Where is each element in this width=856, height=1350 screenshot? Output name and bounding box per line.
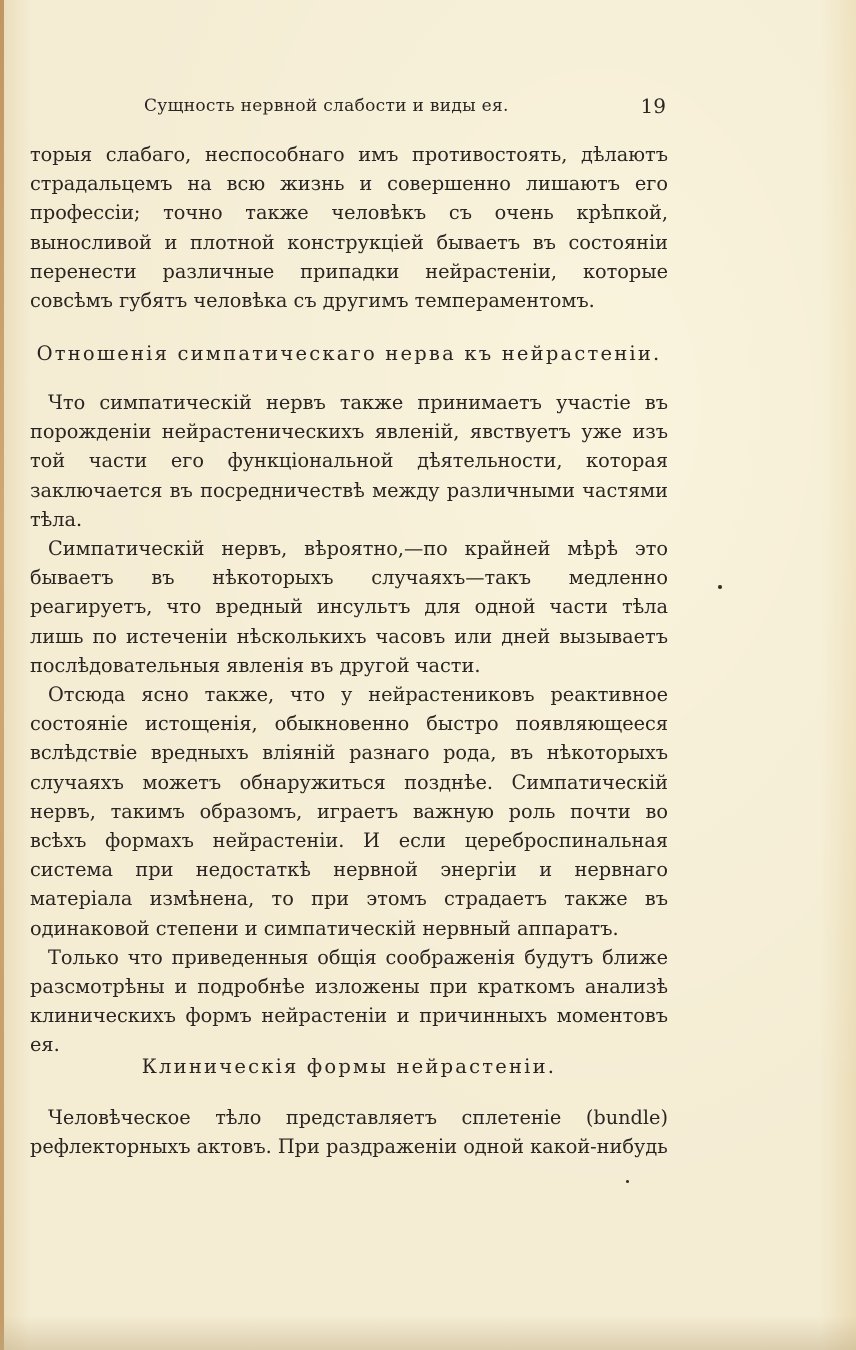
page-number: 19 [640, 94, 666, 118]
section-heading-clinical-forms: Клиническія формы нейрастеніи. [141, 1055, 557, 1078]
paragraph: Только что приведенныя общія соображенія будутъ ближе разсмотрѣны и подробнѣе изложены при краткомъ анализѣ клиническихъ формъ нейрастеніи и причинныхъ моментовъ ея. [30, 945, 668, 1057]
paragraph: Отсюда ясно также, что у нейрастениковъ реактивное состояніе истощенія, обыкновенно быстро появляющееся вслѣдствіе вредныхъ вліяній разнаго рода, въ нѣкоторыхъ случаяхъ можетъ обнаружиться позднѣе. Симпатическій нервъ, такимъ образомъ, играетъ важную роль почти во всѣхъ формахъ нейрастеніи. И если цереброспинальная система при недостаткѣ нервной энергіи и нервнаго матеріала измѣнена, то при этомъ страдаетъ также въ одинаковой степени и симпатическій нервный аппаратъ. [30, 683, 668, 940]
intro-text [30, 140, 668, 315]
section1-text [30, 388, 668, 1060]
section2-text [30, 1103, 668, 1161]
paragraph: Симпатическій нервъ, вѣроятно,—по крайней мѣрѣ это бываетъ въ нѣкоторыхъ случаяхъ—такъ медленно реагируетъ, что вредный инсультъ для одной части тѣла лишь по истеченіи нѣсколькихъ часовъ или дней вызываетъ послѣдовательныя явленія въ другой части. [30, 537, 668, 677]
page-bottom-edge [0, 1316, 856, 1350]
ink-speck [626, 1180, 629, 1183]
section-heading-sympathetic: Отношенія симпатическаго нерва къ нейрастеніи. [36, 342, 662, 365]
paragraph: Что симпатическій нервъ также принимаетъ участіе въ порожденіи нейрастеническихъ явленій, явствуетъ уже изъ той части его функціональной дѣятельности, которая заключается въ посредничествѣ между различными частями тѣла. [30, 391, 668, 531]
ink-speck [718, 585, 722, 589]
running-header [40, 94, 666, 124]
page-edge-stain [0, 0, 4, 1350]
paragraph: Человѣческое тѣло представляетъ сплетеніе (bundle) рефлекторныхъ актовъ. При раздраженіи одной какой-нибудь [30, 1106, 668, 1159]
paragraph: торыя слабаго, неспособнаго имъ противостоять, дѣлаютъ страдальцемъ на всю жизнь и совершенно лишаютъ его профессіи; точно также человѣкъ съ очень крѣпкой, выносливой и плотной конструкціей бываетъ въ состояніи перенести различные припадки нейрастеніи, которые совсѣмъ губятъ человѣка съ другимъ темпераментомъ. [30, 143, 668, 313]
running-title: Сущность нервной слабости и виды ея. [144, 96, 509, 116]
